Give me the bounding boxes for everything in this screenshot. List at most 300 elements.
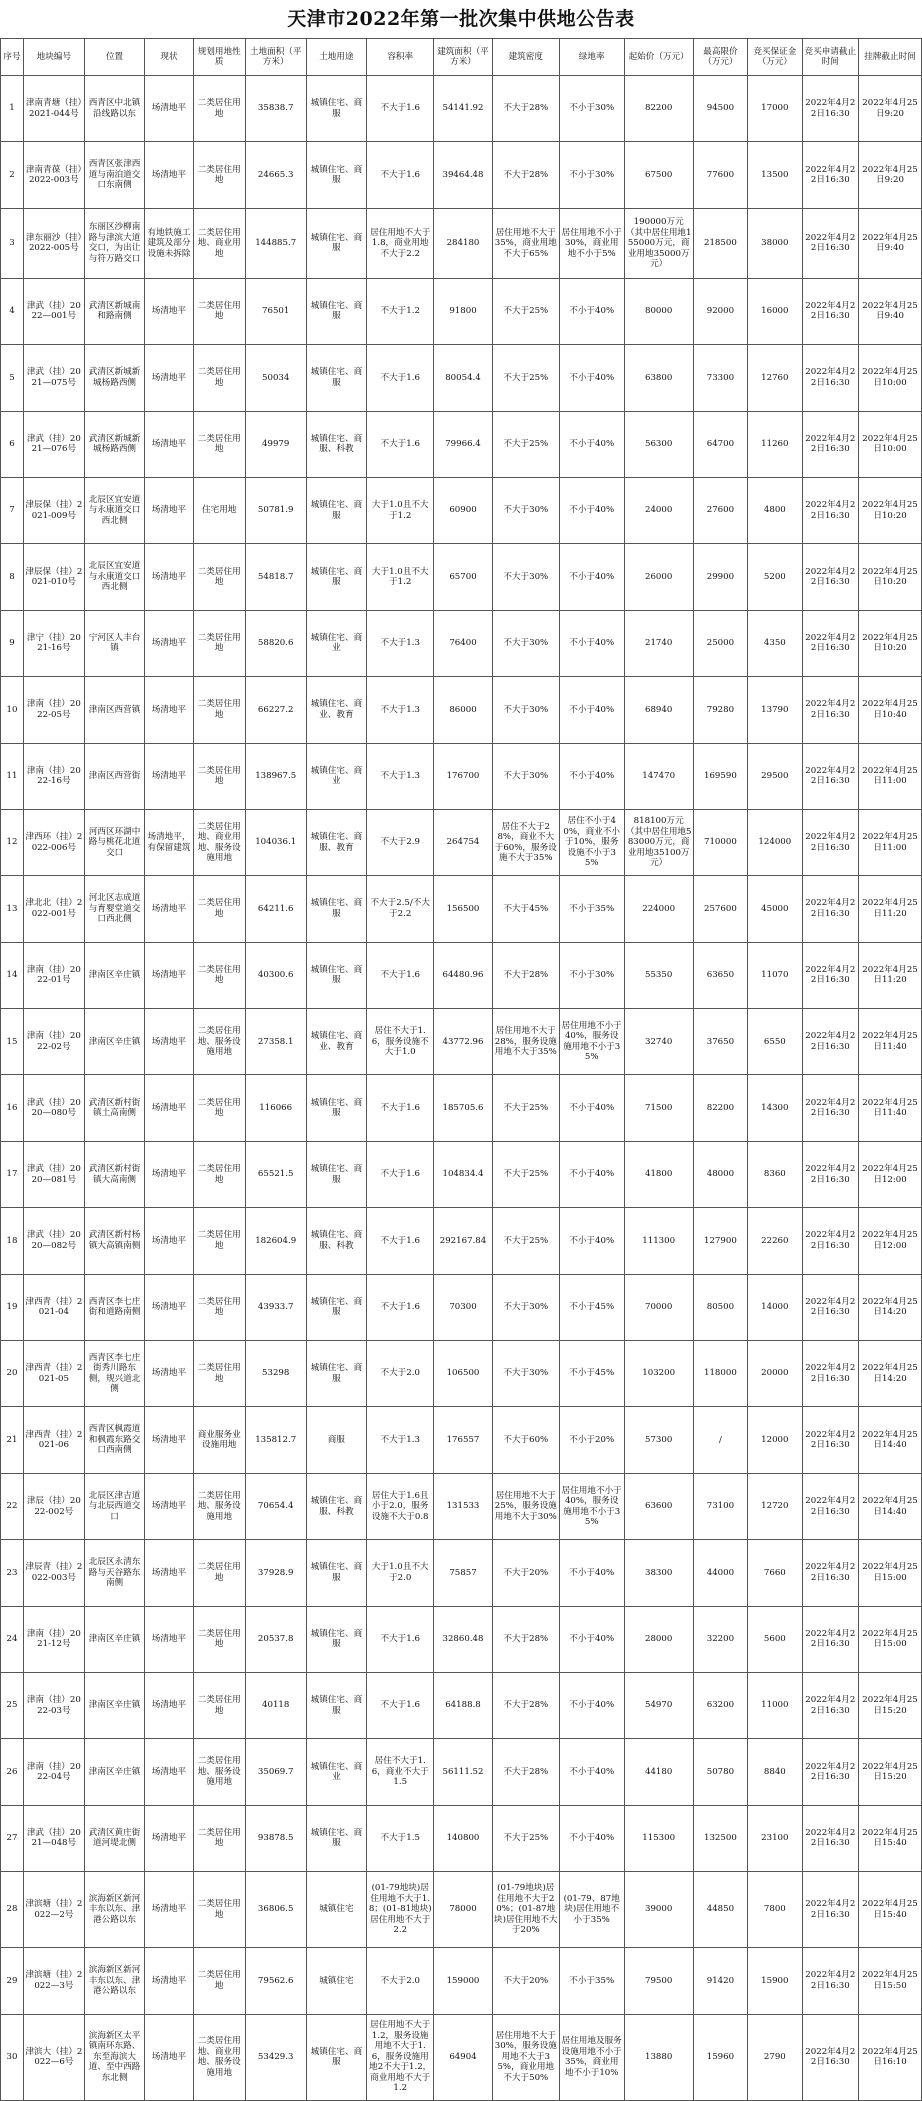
table-cell: 西青区李七庄街和道路南侧 xyxy=(84,1274,145,1340)
table-cell: 2022年4月22日16:30 xyxy=(802,278,859,344)
table-cell: 不小于30% xyxy=(559,76,624,142)
table-cell: 2790 xyxy=(748,2014,802,2100)
table-cell: 2022年4月25日12:00 xyxy=(859,1208,922,1274)
table-cell: 不大于25% xyxy=(492,345,559,411)
table-cell: 滨海新区新河丰东以东、津港公路以东 xyxy=(84,1948,145,2014)
table-cell: 138967.5 xyxy=(245,743,306,809)
table-cell: 不大于28% xyxy=(492,1606,559,1672)
table-cell: 津南区辛庄镇 xyxy=(84,942,145,1008)
table-cell: 场清地平 xyxy=(145,1606,193,1672)
table-cell: 场清地平 xyxy=(145,1805,193,1871)
table-cell: 城镇住宅、商服 xyxy=(306,1075,367,1141)
table-cell: 场清地平 xyxy=(145,610,193,676)
table-row xyxy=(1,677,922,743)
table-cell: 86000 xyxy=(434,677,493,743)
table-cell: 15900 xyxy=(748,1948,802,2014)
table-cell: 住宅用地 xyxy=(193,477,245,543)
header-cell: 规划用地性质 xyxy=(193,39,245,76)
table-cell: 2022年4月25日15:00 xyxy=(859,1606,922,1672)
table-cell: 津武（挂）2022—001号 xyxy=(24,278,85,344)
table-cell: 43772.96 xyxy=(434,1009,493,1075)
table-cell: 14 xyxy=(1,942,24,1008)
table-cell: 70654.4 xyxy=(245,1473,306,1539)
table-cell: 东丽区沙柳南路与津滨大道交口，为出让与符万路交口 xyxy=(84,208,145,278)
table-cell: 132500 xyxy=(693,1805,747,1871)
table-row xyxy=(1,1540,922,1606)
table-cell: 2022年4月25日10:20 xyxy=(859,610,922,676)
table-cell: 不大于1.6 xyxy=(367,142,434,208)
table-cell: 武清区新城南和路南侧 xyxy=(84,278,145,344)
table-cell: 2022年4月25日16:10 xyxy=(859,2014,922,2100)
table-cell: 15960 xyxy=(693,2014,747,2100)
table-cell: 63200 xyxy=(693,1672,747,1738)
table-cell: 津西青（挂）2021-06 xyxy=(24,1407,85,1473)
table-cell: 2022年4月22日16:30 xyxy=(802,345,859,411)
table-cell: 武清区黄庄街道河堤北侧 xyxy=(84,1805,145,1871)
header-cell: 最高限价（万元） xyxy=(693,39,747,76)
table-cell: 27600 xyxy=(693,477,747,543)
table-cell: 2022年4月22日16:30 xyxy=(802,477,859,543)
table-cell: 不大于1.6 xyxy=(367,411,434,477)
table-cell: 不小于40% xyxy=(559,278,624,344)
table-cell: 不小于40% xyxy=(559,1075,624,1141)
table-cell: 20000 xyxy=(748,1341,802,1407)
table-cell: 64480.96 xyxy=(434,942,493,1008)
table-cell: 2022年4月25日10:00 xyxy=(859,345,922,411)
table-cell: 二类居住用地 xyxy=(193,1540,245,1606)
table-cell: 西青区李七庄街秀川路东侧，规兴道北侧 xyxy=(84,1341,145,1407)
table-cell: 居住用地不大于30%，服务设施用地不大于35%，商业用地不大于50% xyxy=(492,2014,559,2100)
table-cell: 津南区辛庄镇 xyxy=(84,1672,145,1738)
table-cell: 城镇住宅、商业、教育 xyxy=(306,677,367,743)
header-cell: 土地用途 xyxy=(306,39,367,76)
table-cell: 53298 xyxy=(245,1341,306,1407)
table-cell: 不大于1.3 xyxy=(367,1407,434,1473)
table-cell: 77600 xyxy=(693,142,747,208)
table-row xyxy=(1,1473,922,1539)
table-body xyxy=(1,76,922,2101)
table-cell: 居住用地不小于40%，服务设施用地不小于35% xyxy=(559,1009,624,1075)
table-cell: 不小于40% xyxy=(559,345,624,411)
table-cell: 135812.7 xyxy=(245,1407,306,1473)
table-cell: 2022年4月25日11:00 xyxy=(859,809,922,875)
table-cell: 36806.5 xyxy=(245,1872,306,1948)
header-cell: 序号 xyxy=(1,39,24,76)
header-cell: 绿地率 xyxy=(559,39,624,76)
table-cell: 二类居住用地 xyxy=(193,142,245,208)
table-cell: 城镇住宅、商服 xyxy=(306,477,367,543)
table-cell: 13880 xyxy=(624,2014,693,2100)
table-cell: 二类居住用地 xyxy=(193,1274,245,1340)
table-cell: 不大于25% xyxy=(492,1208,559,1274)
table-cell: 2022年4月22日16:30 xyxy=(802,1274,859,1340)
table-cell: 不大于28% xyxy=(492,942,559,1008)
table-cell: 25000 xyxy=(693,610,747,676)
table-cell: 西青区中北镇沿线路以东 xyxy=(84,76,145,142)
table-cell: 津西青（挂）2021-04 xyxy=(24,1274,85,1340)
table-row xyxy=(1,411,922,477)
table-cell: 13 xyxy=(1,876,24,942)
table-cell: 91800 xyxy=(434,278,493,344)
table-cell: 不大于25% xyxy=(492,411,559,477)
table-cell: 二类居住用地、商业用地、服务设施用地 xyxy=(193,809,245,875)
table-cell: 16 xyxy=(1,1075,24,1141)
table-cell: 64904 xyxy=(434,2014,493,2100)
table-cell: 津武（挂）2021—048号 xyxy=(24,1805,85,1871)
header-cell: 地块编号 xyxy=(24,39,85,76)
table-cell: 津辰保（挂）2021-010号 xyxy=(24,544,85,610)
table-cell: 北辰区永清东路与天谷路东南侧 xyxy=(84,1540,145,1606)
table-cell: 284180 xyxy=(434,208,493,278)
table-cell: 不小于40% xyxy=(559,743,624,809)
table-cell: 64700 xyxy=(693,411,747,477)
table-cell: 二类居住用地 xyxy=(193,743,245,809)
table-cell: 津武（挂）2020—080号 xyxy=(24,1075,85,1141)
table-cell: 北辰区津吉道与北辰西道交口 xyxy=(84,1473,145,1539)
table-cell: 17 xyxy=(1,1141,24,1207)
table-row xyxy=(1,1872,922,1948)
table-cell: 24000 xyxy=(624,477,693,543)
table-cell: 不小于35% xyxy=(559,1948,624,2014)
table-cell: 24665.3 xyxy=(245,142,306,208)
table-cell: 82200 xyxy=(624,76,693,142)
table-cell: 12760 xyxy=(748,345,802,411)
table-cell: 18 xyxy=(1,1208,24,1274)
table-cell: 76501 xyxy=(245,278,306,344)
table-cell: 不大于45% xyxy=(492,876,559,942)
table-row xyxy=(1,1407,922,1473)
table-cell: 14300 xyxy=(748,1075,802,1141)
table-cell: 131533 xyxy=(434,1473,493,1539)
table-cell: 7660 xyxy=(748,1540,802,1606)
table-cell: 32860.48 xyxy=(434,1606,493,1672)
table-cell: 武清区新村街镇大高南侧 xyxy=(84,1141,145,1207)
table-cell: 二类居住用地 xyxy=(193,610,245,676)
table-header-row xyxy=(1,39,922,76)
table-row xyxy=(1,345,922,411)
table-cell: 2022年4月25日11:20 xyxy=(859,942,922,1008)
table-cell: 93878.5 xyxy=(245,1805,306,1871)
table-cell: 津南区西营镇 xyxy=(84,677,145,743)
table-cell: 城镇住宅、商业 xyxy=(306,610,367,676)
table-cell: 2022年4月22日16:30 xyxy=(802,1141,859,1207)
table-cell: 二类居住用地 xyxy=(193,544,245,610)
table-cell: 40300.6 xyxy=(245,942,306,1008)
table-cell: 场清地平 xyxy=(145,278,193,344)
table-cell: 二类居住用地、服务设施用地 xyxy=(193,1009,245,1075)
table-cell: 城镇住宅、商服 xyxy=(306,208,367,278)
table-cell: 二类居住用地、服务设施用地 xyxy=(193,1473,245,1539)
table-cell: 商业服务业设施用地 xyxy=(193,1407,245,1473)
table-cell: 21740 xyxy=(624,610,693,676)
table-cell: 不大于1.3 xyxy=(367,677,434,743)
table-cell: 124000 xyxy=(748,809,802,875)
table-cell: 65521.5 xyxy=(245,1141,306,1207)
table-cell: 2022年4月25日12:00 xyxy=(859,1141,922,1207)
table-cell: 8 xyxy=(1,544,24,610)
table-cell: 147470 xyxy=(624,743,693,809)
table-cell: 106500 xyxy=(434,1341,493,1407)
table-cell: 127900 xyxy=(693,1208,747,1274)
table-cell: 大于1.0且不大于2.0 xyxy=(367,1540,434,1606)
table-cell: 津武（挂）2020—081号 xyxy=(24,1141,85,1207)
table-cell: 不大于1.6 xyxy=(367,942,434,1008)
table-cell: 武清区新城新城杨路西侧 xyxy=(84,411,145,477)
table-cell: 不大于30% xyxy=(492,677,559,743)
table-cell: 城镇住宅、商服 xyxy=(306,278,367,344)
table-cell: 17000 xyxy=(748,76,802,142)
table-cell: 津西环（挂）2022-006号 xyxy=(24,809,85,875)
table-cell: 80000 xyxy=(624,278,693,344)
table-cell: 津宁（挂）2021-16号 xyxy=(24,610,85,676)
table-cell: 城镇住宅、商服 xyxy=(306,1540,367,1606)
table-cell: 不大于28% xyxy=(492,1739,559,1805)
table-cell: 2022年4月25日15:20 xyxy=(859,1672,922,1738)
table-row xyxy=(1,208,922,278)
table-row xyxy=(1,1208,922,1274)
table-cell: 河北区志成道与育婴堂道交口西北侧 xyxy=(84,876,145,942)
table-cell: 185705.6 xyxy=(434,1075,493,1141)
table-cell: 264754 xyxy=(434,809,493,875)
table-cell: 104834.4 xyxy=(434,1141,493,1207)
table-row xyxy=(1,1739,922,1805)
table-cell: 78000 xyxy=(434,1872,493,1948)
table-cell: 13500 xyxy=(748,142,802,208)
table-cell: 57300 xyxy=(624,1407,693,1473)
table-cell: 54970 xyxy=(624,1672,693,1738)
table-cell: 津南区辛庄镇 xyxy=(84,1009,145,1075)
table-cell: 城镇住宅、商服 xyxy=(306,1274,367,1340)
table-cell: 场清地平 xyxy=(145,1075,193,1141)
table-cell: 津南区辛庄镇 xyxy=(84,1739,145,1805)
table-cell: 不大于25% xyxy=(492,1075,559,1141)
table-cell: 2022年4月22日16:30 xyxy=(802,1075,859,1141)
table-cell: 不大于20% xyxy=(492,1540,559,1606)
table-cell: 居住用地不大于1.8，商业用地不大于2.2 xyxy=(367,208,434,278)
table-cell: 不大于30% xyxy=(492,610,559,676)
table-cell: 6550 xyxy=(748,1009,802,1075)
table-cell: 2022年4月25日10:40 xyxy=(859,677,922,743)
table-cell: 54818.7 xyxy=(245,544,306,610)
table-cell: 92000 xyxy=(693,278,747,344)
header-cell: 起始价（万元） xyxy=(624,39,693,76)
table-cell: 30 xyxy=(1,2014,24,2100)
table-cell: 818100万元（其中居住用地583000万元，商业用地35100万元） xyxy=(624,809,693,875)
table-cell: 26000 xyxy=(624,544,693,610)
table-cell: 50781.9 xyxy=(245,477,306,543)
header-cell: 建筑面积（平方米） xyxy=(434,39,493,76)
table-cell: 70000 xyxy=(624,1274,693,1340)
table-cell: 2022年4月25日15:40 xyxy=(859,1805,922,1871)
table-cell: 94500 xyxy=(693,76,747,142)
table-cell: 169590 xyxy=(693,743,747,809)
table-cell: 武清区新城新城杨路西侧 xyxy=(84,345,145,411)
table-cell: 场清地平 xyxy=(145,876,193,942)
table-cell: 津武（挂）2020—082号 xyxy=(24,1208,85,1274)
table-cell: 2022年4月25日9:20 xyxy=(859,76,922,142)
table-cell: 2022年4月25日14:20 xyxy=(859,1341,922,1407)
table-cell: 66227.2 xyxy=(245,677,306,743)
table-cell: 115300 xyxy=(624,1805,693,1871)
table-cell: 西青区张津西道与南泊道交口东南侧 xyxy=(84,142,145,208)
table-cell: 29900 xyxy=(693,544,747,610)
table-cell: 15 xyxy=(1,1009,24,1075)
table-row xyxy=(1,876,922,942)
table-cell: 79562.6 xyxy=(245,1948,306,2014)
table-row xyxy=(1,1141,922,1207)
table-cell: 二类居住用地 xyxy=(193,677,245,743)
table-cell: 不小于45% xyxy=(559,1341,624,1407)
table-cell: 2022年4月25日15:50 xyxy=(859,1948,922,2014)
table-cell: 22 xyxy=(1,1473,24,1539)
table-cell: 63800 xyxy=(624,345,693,411)
table-cell: 38000 xyxy=(748,208,802,278)
table-cell: 218500 xyxy=(693,208,747,278)
table-cell: 2022年4月25日10:20 xyxy=(859,544,922,610)
table-cell: 二类居住用地 xyxy=(193,1672,245,1738)
table-cell: 176557 xyxy=(434,1407,493,1473)
table-cell: 10 xyxy=(1,677,24,743)
table-cell: 不大于60% xyxy=(492,1407,559,1473)
table-cell: 场清地平 xyxy=(145,142,193,208)
table-cell: 城镇住宅、商服 xyxy=(306,1672,367,1738)
table-cell: 城镇住宅、商服 xyxy=(306,876,367,942)
table-cell: 不小于20% xyxy=(559,1407,624,1473)
table-cell: 城镇住宅、商服 xyxy=(306,76,367,142)
header-cell: 竞买保证金（万元） xyxy=(748,39,802,76)
table-cell: 津南（挂）2022-05号 xyxy=(24,677,85,743)
table-row xyxy=(1,610,922,676)
table-cell: 滨海新区新河丰东以东、津港公路以东 xyxy=(84,1872,145,1948)
table-cell: 63650 xyxy=(693,942,747,1008)
table-cell: 4800 xyxy=(748,477,802,543)
table-cell: 2022年4月22日16:30 xyxy=(802,1948,859,2014)
table-cell: 城镇住宅、商服、科教 xyxy=(306,411,367,477)
table-cell: 23 xyxy=(1,1540,24,1606)
table-cell: 二类居住用地 xyxy=(193,1948,245,2014)
table-cell: 116066 xyxy=(245,1075,306,1141)
table-cell: 2022年4月25日9:40 xyxy=(859,208,922,278)
table-cell: 不大于1.6 xyxy=(367,1672,434,1738)
table-cell: 13790 xyxy=(748,677,802,743)
table-cell: 武清区新村街镇土高南侧 xyxy=(84,1075,145,1141)
table-cell: 二类居住用地 xyxy=(193,76,245,142)
table-cell: 二类居住用地 xyxy=(193,1141,245,1207)
header-cell: 竞买申请截止时间 xyxy=(802,39,859,76)
table-cell: 城镇住宅、商服、科教 xyxy=(306,1473,367,1539)
table-cell: 54141.92 xyxy=(434,76,493,142)
table-cell: 70300 xyxy=(434,1274,493,1340)
table-cell: 场清地平 xyxy=(145,1208,193,1274)
table-cell: 64188.8 xyxy=(434,1672,493,1738)
table-cell: 城镇住宅、商业 xyxy=(306,743,367,809)
table-cell: 56300 xyxy=(624,411,693,477)
table-cell: 场清地平 xyxy=(145,1672,193,1738)
table-cell: 111300 xyxy=(624,1208,693,1274)
table-cell: 北辰区宜安道与永康道交口西北侧 xyxy=(84,544,145,610)
table-cell: 不小于40% xyxy=(559,610,624,676)
table-cell: 45000 xyxy=(748,876,802,942)
table-cell: 不小于30% xyxy=(559,942,624,1008)
table-cell: 场清地平 xyxy=(145,411,193,477)
table-cell: 场清地平 xyxy=(145,345,193,411)
table-cell: 43933.7 xyxy=(245,1274,306,1340)
table-cell: 63600 xyxy=(624,1473,693,1539)
table-row xyxy=(1,743,922,809)
table-cell: 不大于1.2 xyxy=(367,278,434,344)
table-cell: 不大于2.0 xyxy=(367,1948,434,2014)
table-cell: 二类居住用地 xyxy=(193,1872,245,1948)
table-cell: 城镇住宅、商服 xyxy=(306,1141,367,1207)
table-cell: 城镇住宅、商服 xyxy=(306,2014,367,2100)
table-cell: 津辰青（挂）2022-003号 xyxy=(24,1540,85,1606)
table-cell: 不大于28% xyxy=(492,142,559,208)
table-cell: 有地铁施工建筑及部分设施未拆除 xyxy=(145,208,193,278)
table-cell: 2022年4月22日16:30 xyxy=(802,677,859,743)
table-cell: 2022年4月22日16:30 xyxy=(802,1407,859,1473)
table-cell: 商服 xyxy=(306,1407,367,1473)
table-cell: 不小于40% xyxy=(559,1739,624,1805)
table-cell: 津南（挂）2022-16号 xyxy=(24,743,85,809)
table-cell: 场清地平 xyxy=(145,1274,193,1340)
table-cell: 不小于40% xyxy=(559,1672,624,1738)
table-cell: 城镇住宅、商业、教育 xyxy=(306,1009,367,1075)
table-cell: 2022年4月25日14:40 xyxy=(859,1407,922,1473)
table-cell: 48000 xyxy=(693,1141,747,1207)
table-cell: 场清地平 xyxy=(145,2014,193,2100)
table-cell: (01-79地块)居住用地不大于20%；(01-87地块)居住用地不大于20% xyxy=(492,1872,559,1948)
table-cell: 68940 xyxy=(624,677,693,743)
table-cell: 2022年4月25日15:40 xyxy=(859,1872,922,1948)
header-cell: 位置 xyxy=(84,39,145,76)
table-cell: 不大于30% xyxy=(492,1274,559,1340)
table-cell: 不小于40% xyxy=(559,1208,624,1274)
table-cell: 津北北（挂）2022-001号 xyxy=(24,876,85,942)
table-cell: 2022年4月25日10:00 xyxy=(859,411,922,477)
table-cell: 武清区新村杨镇大高镇南侧 xyxy=(84,1208,145,1274)
table-cell: 49979 xyxy=(245,411,306,477)
table-cell: 津南（挂）2022-03号 xyxy=(24,1672,85,1738)
table-cell: 2022年4月25日15:00 xyxy=(859,1540,922,1606)
table-cell: 不小于40% xyxy=(559,1606,624,1672)
table-cell: 2022年4月22日16:30 xyxy=(802,544,859,610)
table-cell: 32200 xyxy=(693,1606,747,1672)
table-cell: 津辰保（挂）2021-009号 xyxy=(24,477,85,543)
table-cell: 2022年4月22日16:30 xyxy=(802,1872,859,1948)
table-cell: 居住不小于40%，商业不小于10%，服务设施不小于35% xyxy=(559,809,624,875)
table-cell: 55350 xyxy=(624,942,693,1008)
table-cell: 156500 xyxy=(434,876,493,942)
table-cell: 不大于20% xyxy=(492,1948,559,2014)
table-cell: 2022年4月22日16:30 xyxy=(802,1805,859,1871)
table-cell: 不小于40% xyxy=(559,1540,624,1606)
table-row xyxy=(1,1672,922,1738)
table-cell: 二类居住用地 xyxy=(193,876,245,942)
table-cell: 大于1.0且不大于1.2 xyxy=(367,544,434,610)
table-cell: 场清地平 xyxy=(145,1540,193,1606)
table-cell: 79280 xyxy=(693,677,747,743)
table-cell: 39464.48 xyxy=(434,142,493,208)
table-cell: 50034 xyxy=(245,345,306,411)
table-cell: 11000 xyxy=(748,1672,802,1738)
table-cell: 二类居住用地 xyxy=(193,1341,245,1407)
table-cell: 2022年4月25日9:40 xyxy=(859,278,922,344)
table-cell: 不小于40% xyxy=(559,1141,624,1207)
table-cell: 2022年4月22日16:30 xyxy=(802,942,859,1008)
table-cell: 居住用地及服务设施用地不小于35%，商业用地不小于10% xyxy=(559,2014,624,2100)
table-cell: 不大于1.6 xyxy=(367,345,434,411)
table-cell: 22260 xyxy=(748,1208,802,1274)
